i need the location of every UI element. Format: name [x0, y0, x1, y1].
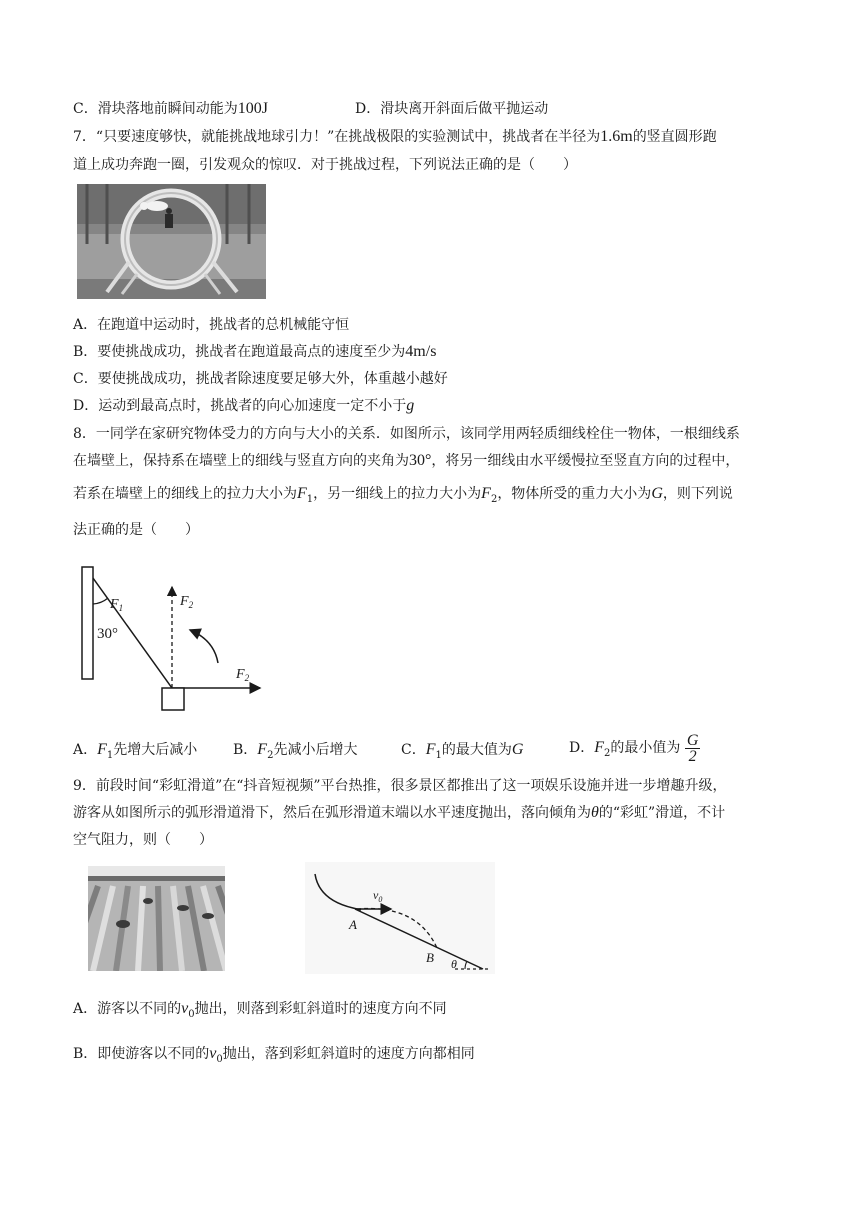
rainbow-slide-illustration [88, 866, 225, 971]
q8-stem-line2: 在墙壁上，保持系在墙壁上的细线与竖直方向的夹角为30°，将另一细线由水平缓慢拉至竖直方向的过程中， [73, 452, 740, 469]
fraction-g-over-2: $\frac{G}{2}$ [686, 731, 699, 765]
q8-option-b: B．$F_2$先减小后增大 [233, 741, 358, 761]
loop-track-illustration [77, 184, 266, 299]
q8-option-a: A．$F_1$先增大后减小 [73, 741, 198, 761]
q8-stem-line1: 8．一同学在家研究物体受力的方向与大小的关系．如图所示，该同学用两轻质细线栓住一物体，一根细线系 [73, 426, 740, 442]
q7-option-d: D．运动到最高点时，挑战者的向心加速度一定不小于g [73, 397, 415, 414]
q9-stem-line2: 游客从如图所示的弧形滑道滑下，然后在弧形滑道末端以水平速度抛出，落向倾角为θ的“彩虹”滑道，不计 [73, 804, 726, 821]
loop-track-photo [77, 184, 266, 299]
q7-option-a: A．在跑道中运动时，挑战者的总机械能守恒 [73, 317, 350, 333]
force-diagram [70, 560, 270, 720]
point-a-label: A [349, 917, 357, 932]
block [162, 688, 184, 710]
q9-stem-line1: 9．前段时间“彩虹滑道”在“抖音短视频”平台热推，很多景区都推出了这一项娱乐设施并进一步增趣升级， [73, 778, 727, 794]
angle-label: 30° [97, 626, 118, 642]
v0-label: $v_0$ [373, 888, 383, 904]
wall [82, 567, 93, 679]
slide-trajectory-diagram [305, 862, 495, 974]
q9-option-a: A．游客以不同的$v_0$抛出，则落到彩虹斜道时的速度方向不同 [73, 1000, 447, 1020]
q7-stem-line2: 道上成功奔跑一圈，引发观众的惊叹．对于挑战过程，下列说法正确的是（ ） [73, 157, 577, 173]
q8-option-c: C．$F_1$的最大值为G [401, 741, 524, 761]
rainbow-slide-photo [88, 866, 225, 971]
q6-option-d: D．滑块离开斜面后做平抛运动 [355, 101, 549, 117]
q8-stem-line4: 法正确的是（ ） [73, 522, 199, 538]
q9-stem-line3: 空气阻力，则（ ） [73, 832, 213, 848]
q6-option-c: C．滑块落地前瞬间动能为100J [73, 100, 268, 117]
rotation-arrow [190, 630, 218, 663]
f2-horizontal-label: $F_2$ [236, 667, 250, 683]
q9-option-b: B．即使游客以不同的$v_0$抛出，落到彩虹斜道时的速度方向都相同 [73, 1045, 475, 1065]
angle-arc [93, 598, 108, 604]
q7-option-c: C．要使挑战成功，挑战者除速度要足够大外，体重越小越好 [73, 371, 448, 387]
diagram-background [305, 862, 495, 974]
q7-stem-line1: 7．“只要速度够快，就能挑战地球引力！”在挑战极限的实验测试中，挑战者在半径为1.6m的竖直圆形跑 [73, 128, 717, 145]
q7-option-b: B．要使挑战成功，挑战者在跑道最高点的速度至少为4m/s [73, 343, 437, 360]
theta-label: θ [451, 957, 457, 971]
point-b-label: B [426, 950, 434, 965]
f2-vertical-label: $F_2$ [180, 594, 194, 610]
q8-option-d: D．$F_2$的最小值为 $\frac{G}{2}$ [569, 731, 699, 765]
q8-stem-line3: 若系在墙壁上的细线上的拉力大小为$F_1$，另一细线上的拉力大小为$F_2$，物体所受的重力大小为G，则下列说 [73, 485, 733, 505]
f1-label: $F_1$ [110, 597, 124, 613]
